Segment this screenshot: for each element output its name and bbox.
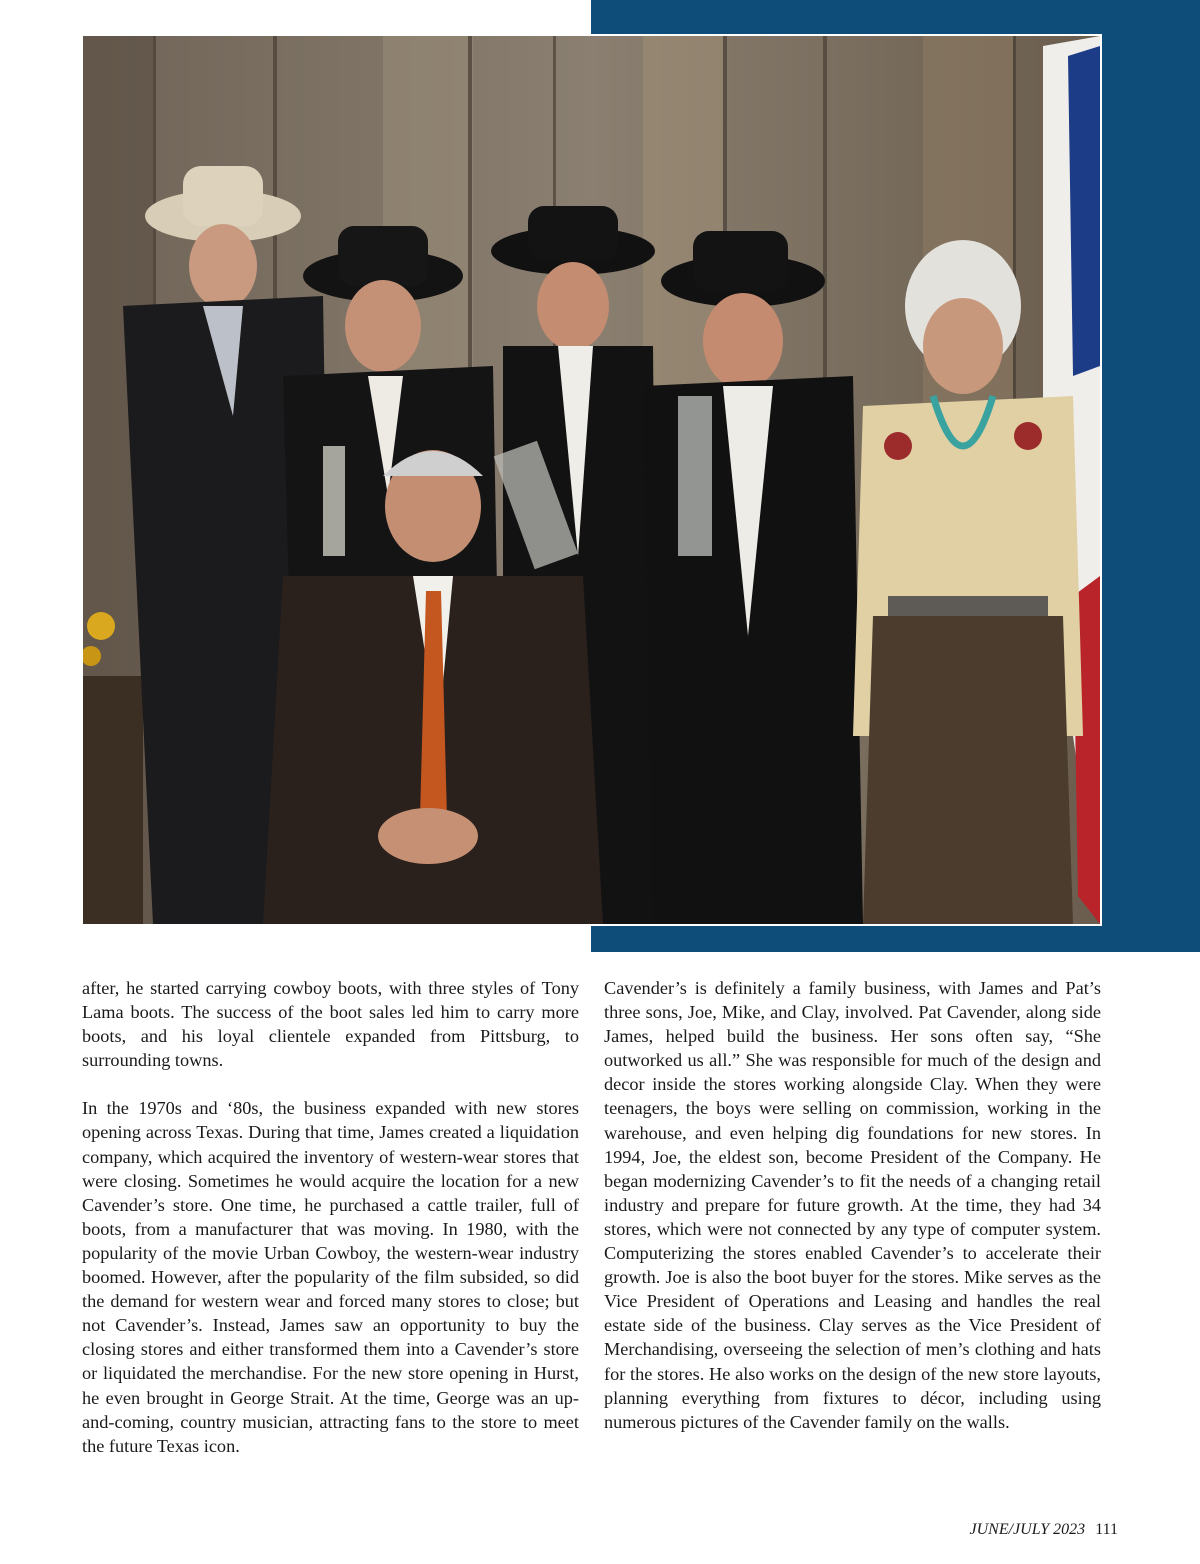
article-paragraph: Cavender’s is definitely a family business, with James and Pat’s three sons, Joe, Mike, and Clay, involved. Pat Cavender, along side James, helped build the business. Her sons often say, “She outworked us all.” She was responsible for much of the design and decor inside the stores working alongside Clay. When they were teenagers, the boys were selling on commission, working in the warehouse, and even helping dig foundations for new stores. In 1994, Joe, the eldest son, become President of the Company. He began modernizing Cavender’s to fit the needs of a changing retail industry and prepare for future growth. At the time, they had 34 stores, which were not connected by any type of computer system. Computerizing the stores enabled Cavender’s to accelerate their growth. Joe is also the boot buyer for the stores. Mike serves as the Vice President of Operations and Leasing and handles the real estate side of the business. Clay serves as the Vice President of Merchandising, overseeing the selection of men’s clothing and hats for the stores. He also works on the design of the new store layouts, planning everything from fixtures to décor, including using numerous pictures of the Cavender family on the walls. — [604, 978, 1101, 1432]
group-photo — [83, 36, 1100, 924]
group-photo-illustration — [83, 36, 1100, 924]
page-number: 111 — [1095, 1521, 1118, 1538]
page-footer — [970, 1521, 1119, 1539]
article-column-left — [82, 976, 579, 1482]
issue-date: JUNE/JULY 2023 — [969, 1521, 1086, 1538]
article-column-right — [604, 976, 1101, 1458]
article-paragraph: In the 1970s and ‘80s, the business expanded with new stores opening across Texas. During that time, James created a liquidation company, which acquired the inventory of western-wear stores that were closing. Sometimes he would acquire the location for a new Cavender’s store. One time, he purchased a cattle trailer, full of boots, from a manufacturer that was moving. In 1980, with the popularity of the movie Urban Cowboy, the western-wear industry boomed. However, after the popularity of the film subsided, so did the demand for western wear and forced many stores to close; but not Cavender’s. Instead, James saw an opportunity to buy the closing stores and either transformed them into a Cavender’s store or liquidated the merchandise. For the new store opening in Hurst, he even brought in George Strait. At the time, George was an up-and-coming, country musician, attracting fans to the store to meet the future Texas icon. — [82, 1098, 579, 1456]
article-paragraph: after, he started carrying cowboy boots, with three styles of Tony Lama boots. The success of the boot sales led him to carry more boots, and his loyal clientele expanded from Pittsburg, to surrounding towns. — [82, 978, 579, 1071]
photo-frame — [81, 34, 1102, 926]
